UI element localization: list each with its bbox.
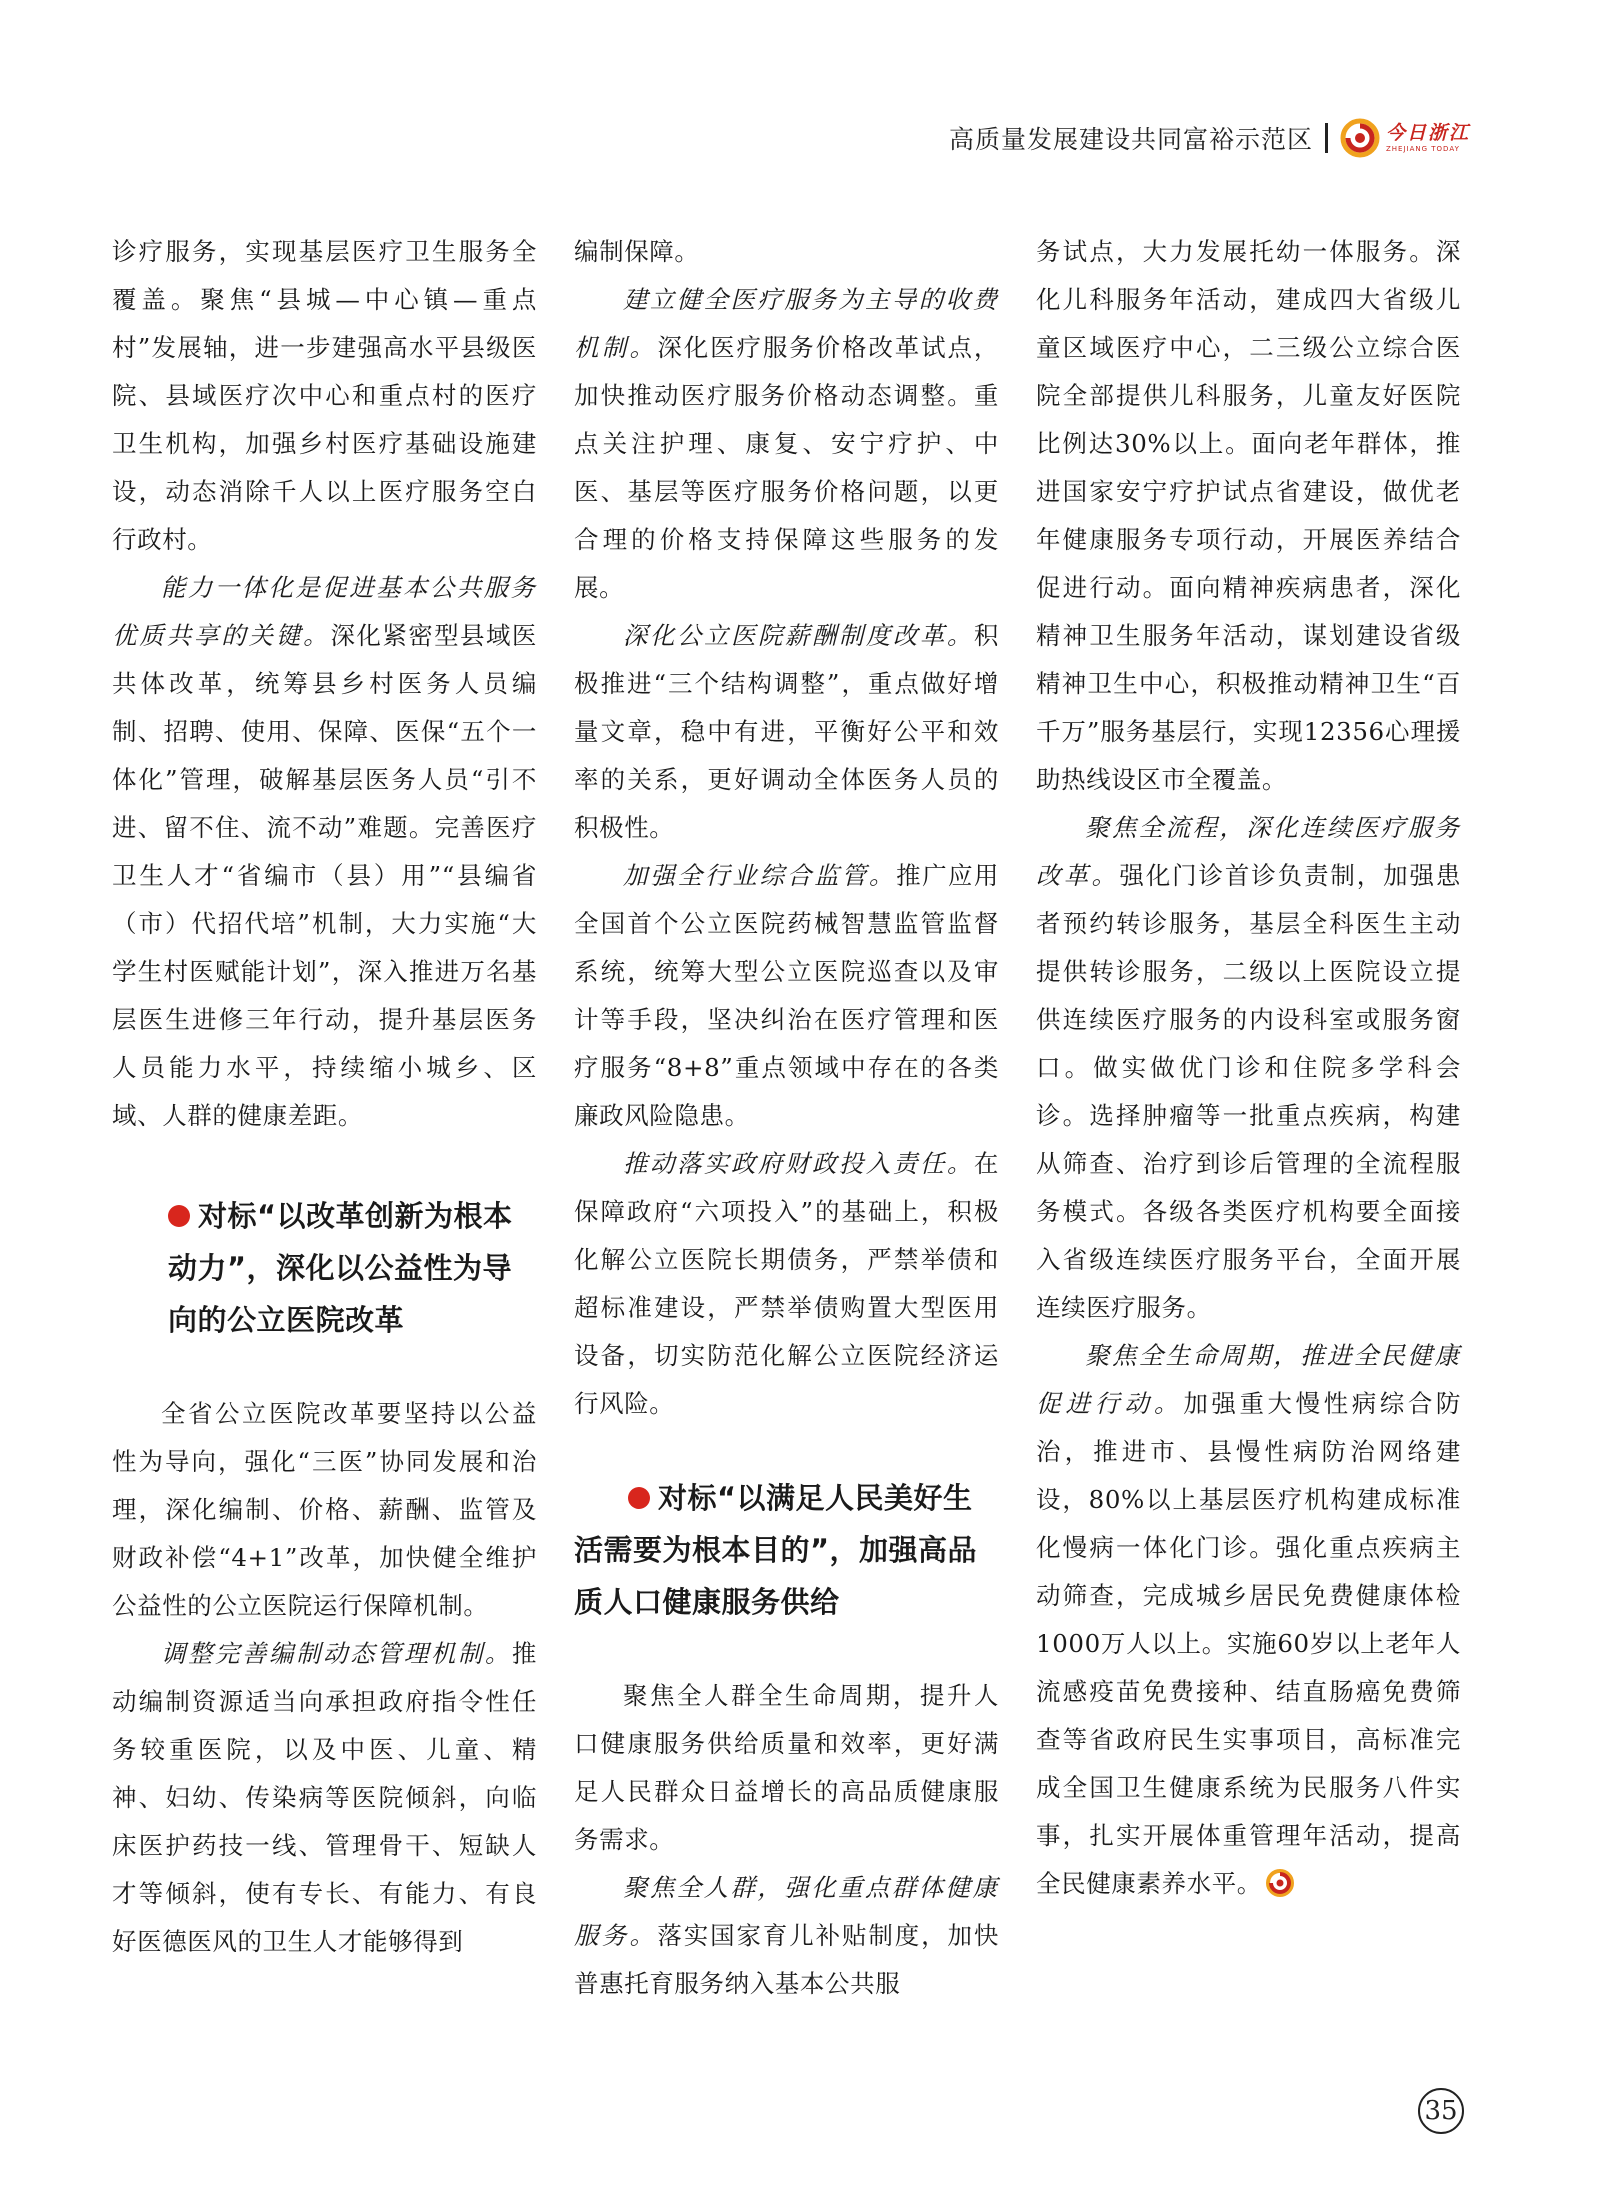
paragraph: 全省公立医院改革要坚持以公益性为导向，强化“三医”协同发展和治理，深化编制、价格、薪酬、监管及财政补偿“4+1”改革，加快健全维护公益性的公立医院运行保障机制。 xyxy=(112,1399,537,1620)
page-number: 35 xyxy=(1418,2088,1464,2134)
paragraph xyxy=(574,1140,999,1428)
heading-text: 对标“以满足人民美好生活需要为根本目的”，加强高品质人口健康服务供给 xyxy=(574,1481,978,1619)
paragraph xyxy=(574,852,999,1140)
paragraph-body: 深化医疗服务价格改革试点，加快推动医疗服务价格动态调整。重点关注护理、康复、安宁疗护、中医、基层等医疗服务价格问题，以更合理的价格支持保障这些服务的发展。 xyxy=(574,333,999,602)
paragraph xyxy=(574,1864,999,2008)
column-1 xyxy=(112,228,537,1966)
paragraph xyxy=(112,1630,537,1966)
paragraph: 编制保障。 xyxy=(574,237,700,266)
paragraph-body: 推广应用全国首个公立医院药械智慧监管监督系统，统筹大型公立医院巡查以及审计等手段，坚决纠治在医疗管理和医疗服务“8+8”重点领域中存在的各类廉政风险隐患。 xyxy=(574,861,1000,1130)
column-2 xyxy=(574,228,999,2008)
paragraph-lead: 能力一体化是促进基本公共服务优质共享的关键。 xyxy=(112,573,537,650)
paragraph-lead: 聚焦全人群，强化重点群体健康服务。 xyxy=(574,1873,999,1950)
red-bullet-icon xyxy=(628,1487,650,1509)
paragraph-body: 推动编制资源适当向承担政府指令性任务较重医院，以及中医、儿童、精神、妇幼、传染病等医院倾斜，向临床医护药技一线、管理骨干、短缺人才等倾斜，使有专长、有能力、有良好医德医风的卫生人才能够得到 xyxy=(112,1639,537,1956)
paragraph: 诊疗服务，实现基层医疗卫生服务全覆盖。聚焦“县城—中心镇—重点村”发展轴，进一步建强高水平县级医院、县域医疗次中心和重点村的医疗卫生机构，加强乡村医疗基础设施建设，动态消除千人以上医疗服务空白行政村。 xyxy=(112,237,537,554)
paragraph-lead: 加强全行业综合监管。 xyxy=(623,861,897,890)
paragraph-body: 在保障政府“六项投入”的基础上，积极化解公立医院长期债务，严禁举债和超标准建设，严禁举债购置大型医用设备，切实防范化解公立医院经济运行风险。 xyxy=(574,1149,999,1418)
end-mark-icon xyxy=(1266,1869,1294,1897)
paragraph xyxy=(112,564,537,1140)
paragraph: 聚焦全人群全生命周期，提升人口健康服务供给质量和效率，更好满足人民群众日益增长的高品质健康服务需求。 xyxy=(574,1681,999,1854)
paragraph-lead: 深化公立医院薪酬制度改革。 xyxy=(623,621,974,650)
magazine-logo xyxy=(1340,118,1470,158)
paragraph-body: 加强重大慢性病综合防治，推进市、县慢性病防治网络建设，80%以上基层医疗机构建成标准化慢病一体化门诊。强化重点疾病主动筛查，完成城乡居民免费健康体检1000万人以上。实施60岁以上老年人流感疫苗免费接种、结直肠癌免费筛查等省政府民生实事项目，高标准完成全国卫生健康系统为民服务八件实事，扎实开展体重管理年活动，提高全民健康素养水平。 xyxy=(1036,1389,1462,1898)
paragraph: 务试点，大力发展托幼一体服务。深化儿科服务年活动，建成四大省级儿童区域医疗中心，二三级公立综合医院全部提供儿科服务，儿童友好医院比例达30%以上。面向老年群体，推进国家安宁疗护试点省建设，做优老年健康服务专项行动，开展医养结合促进行动。面向精神疾病患者，深化精神卫生服务年活动，谋划建设省级精神卫生中心，积极推动精神卫生“百千万”服务基层行，实现12356心理援助热线设区市全覆盖。 xyxy=(1036,237,1461,794)
section-heading xyxy=(574,1472,999,1628)
heading-text: 对标“以改革创新为根本动力”，深化以公益性为导向的公立医院改革 xyxy=(168,1199,513,1337)
logo-cn: 今日浙江 xyxy=(1385,121,1470,144)
paragraph xyxy=(1036,804,1461,1332)
section-title: 高质量发展建设共同富裕示范区 xyxy=(948,125,1313,154)
header-divider xyxy=(1325,123,1328,153)
paragraph-lead: 聚焦全生命周期，推进全民健康促进行动。 xyxy=(1036,1341,1461,1418)
paragraph xyxy=(574,276,999,612)
red-bullet-icon xyxy=(168,1205,190,1227)
logo-en: ZHEJIANG TODAY xyxy=(1385,144,1460,153)
section-heading xyxy=(112,1190,537,1346)
paragraph-body: 积极推进“三个结构调整”，重点做好增量文章，稳中有进，平衡好公平和效率的关系，更好调动全体医务人员的积极性。 xyxy=(574,621,999,842)
paragraph-lead: 推动落实政府财政投入责任。 xyxy=(623,1149,974,1178)
paragraph-body: 深化紧密型县域医共体改革，统筹县乡村医务人员编制、招聘、使用、保障、医保“五个一体化”管理，破解基层医务人员“引不进、留不住、流不动”难题。完善医疗卫生人才“省编市（县）用”“县编省（市）代招代培”机制，大力实施“大学生村医赋能计划”，深入推进万名基层医生进修三年行动，提升基层医务人员能力水平，持续缩小城乡、区域、人群的健康差距。 xyxy=(112,621,537,1130)
paragraph xyxy=(1036,1332,1461,1908)
paragraph-lead: 建立健全医疗服务为主导的收费机制。 xyxy=(574,285,999,362)
paragraph-body: 强化门诊首诊负责制，加强患者预约转诊服务，基层全科医生主动提供转诊服务，二级以上医院设立提供连续医疗服务的内设科室或服务窗口。做实做优门诊和住院多学科会诊。选择肿瘤等一批重点疾病，构建从筛查、治疗到诊后管理的全流程服务模式。各级各类医疗机构要全面接入省级连续医疗服务平台，全面开展连续医疗服务。 xyxy=(1036,861,1461,1322)
page-header xyxy=(949,118,1470,158)
logo-swirl-icon xyxy=(1340,118,1380,158)
column-3 xyxy=(1036,228,1461,1908)
paragraph xyxy=(574,612,999,852)
paragraph-lead: 调整完善编制动态管理机制。 xyxy=(161,1639,512,1668)
paragraph-body: 落实国家育儿补贴制度，加快普惠托育服务纳入基本公共服 xyxy=(574,1921,999,1998)
paragraph-lead: 聚焦全流程，深化连续医疗服务改革。 xyxy=(1036,813,1461,890)
